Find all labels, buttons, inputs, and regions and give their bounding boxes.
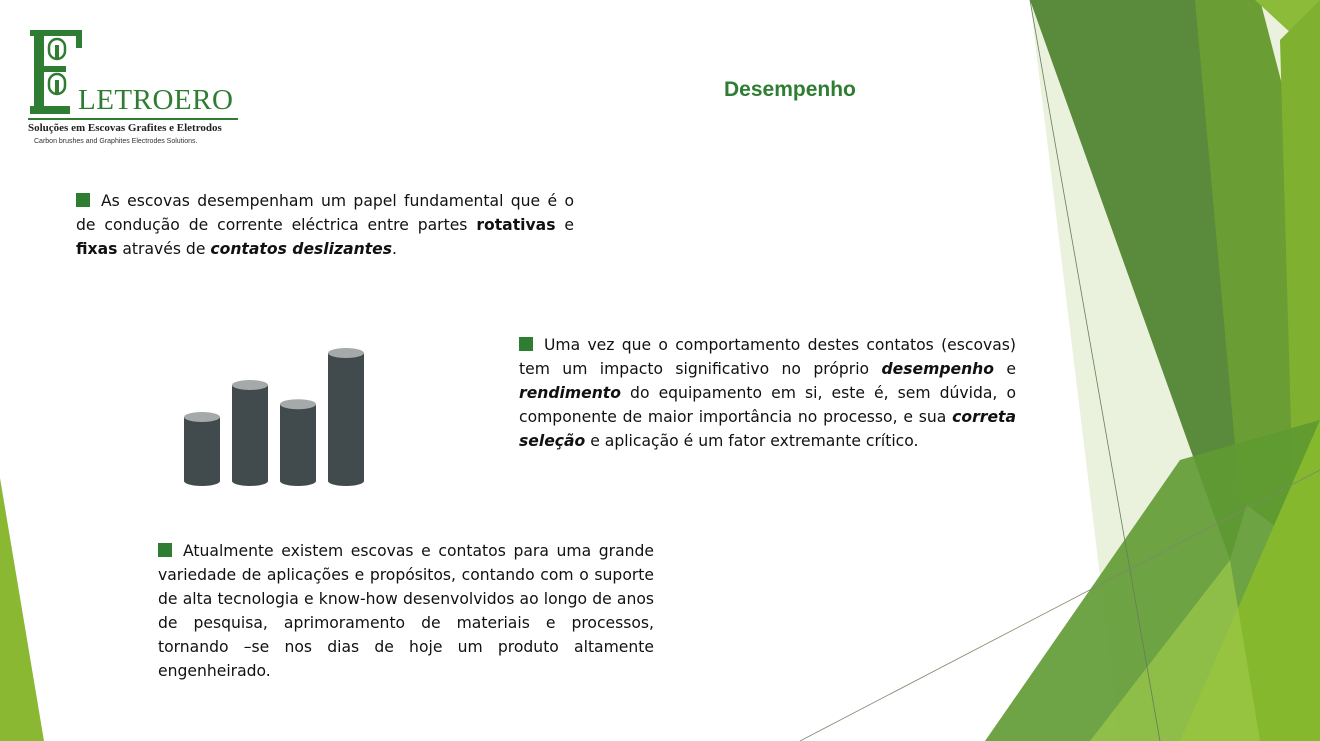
logo-rule xyxy=(28,118,238,120)
cylinder-cap-1 xyxy=(184,412,220,422)
text-run: Uma vez que o comportamento destes contatos (escovas) tem um impacto significativo no próprio xyxy=(519,336,1016,378)
svg-text:E: E xyxy=(24,13,35,30)
logo-subtagline: Carbon brushes and Graphites Electrodes Solutions. xyxy=(34,138,198,145)
cylinder-base-4 xyxy=(328,476,364,486)
slide-title: Desempenho xyxy=(724,78,856,101)
logo-e-emblem xyxy=(24,13,86,122)
text-run: . xyxy=(392,240,397,258)
cylinder-bar-3 xyxy=(280,404,316,481)
text-run: e xyxy=(555,216,574,234)
cylinder-bar-2 xyxy=(232,385,268,481)
cylinder-cap-2 xyxy=(232,380,268,390)
cylinder-bar-4 xyxy=(328,353,364,481)
bullet-square-icon xyxy=(519,337,533,351)
text-bold-fixas: fixas xyxy=(76,240,118,258)
paragraph-role xyxy=(76,189,574,261)
logo-wordmark: LETROERO xyxy=(78,84,234,116)
text-run: do equipamento em si, este é, sem dúvida, o componente de maior importância no processo, e sua xyxy=(519,384,1016,426)
cylinder-base-2 xyxy=(232,476,268,486)
text-run: e xyxy=(993,360,1016,378)
text-bold-italic-desempenho: desempenho xyxy=(881,360,994,378)
text-run: através de xyxy=(117,240,211,258)
cylinder-cap-3 xyxy=(280,399,316,409)
bullet-square-icon xyxy=(158,543,172,557)
text-bold-italic-contatos: contatos deslizantes xyxy=(210,240,393,258)
cylinder-cap-4 xyxy=(328,348,364,358)
paragraph-applications xyxy=(158,539,654,683)
text-bold-italic-rendimento: rendimento xyxy=(519,384,621,402)
text-run: e aplicação é um fator extremante crítico. xyxy=(585,432,919,450)
text-run: Atualmente existem escovas e contatos para uma grande variedade de aplicações e propósitos, contando com o suporte de alta tecnologia e know-how desenvolvidos ao longo de anos de pesquisa, aprimoramento de materiais e processos, tornando –se nos dias de hoje um produto altamente engenheirado. xyxy=(158,542,654,680)
text-bold-italic-correta-selecao: correta seleção xyxy=(519,408,1016,450)
cylinder-bar-1 xyxy=(184,417,220,481)
bar-chart-graphic xyxy=(180,347,376,487)
text-bold-rotativas: rotativas xyxy=(476,216,556,234)
cylinder-base-3 xyxy=(280,476,316,486)
cylinder-base-1 xyxy=(184,476,220,486)
deco-left-green-wedge xyxy=(0,478,44,741)
bullet-square-icon xyxy=(76,193,90,207)
text-run: As escovas desempenham um papel fundamental que é o de condução de corrente eléctrica entre partes xyxy=(76,192,574,234)
logo-tagline: Soluções em Escovas Grafites e Eletrodos xyxy=(28,122,222,134)
paragraph-importance xyxy=(519,333,1016,453)
company-logo xyxy=(24,13,244,148)
